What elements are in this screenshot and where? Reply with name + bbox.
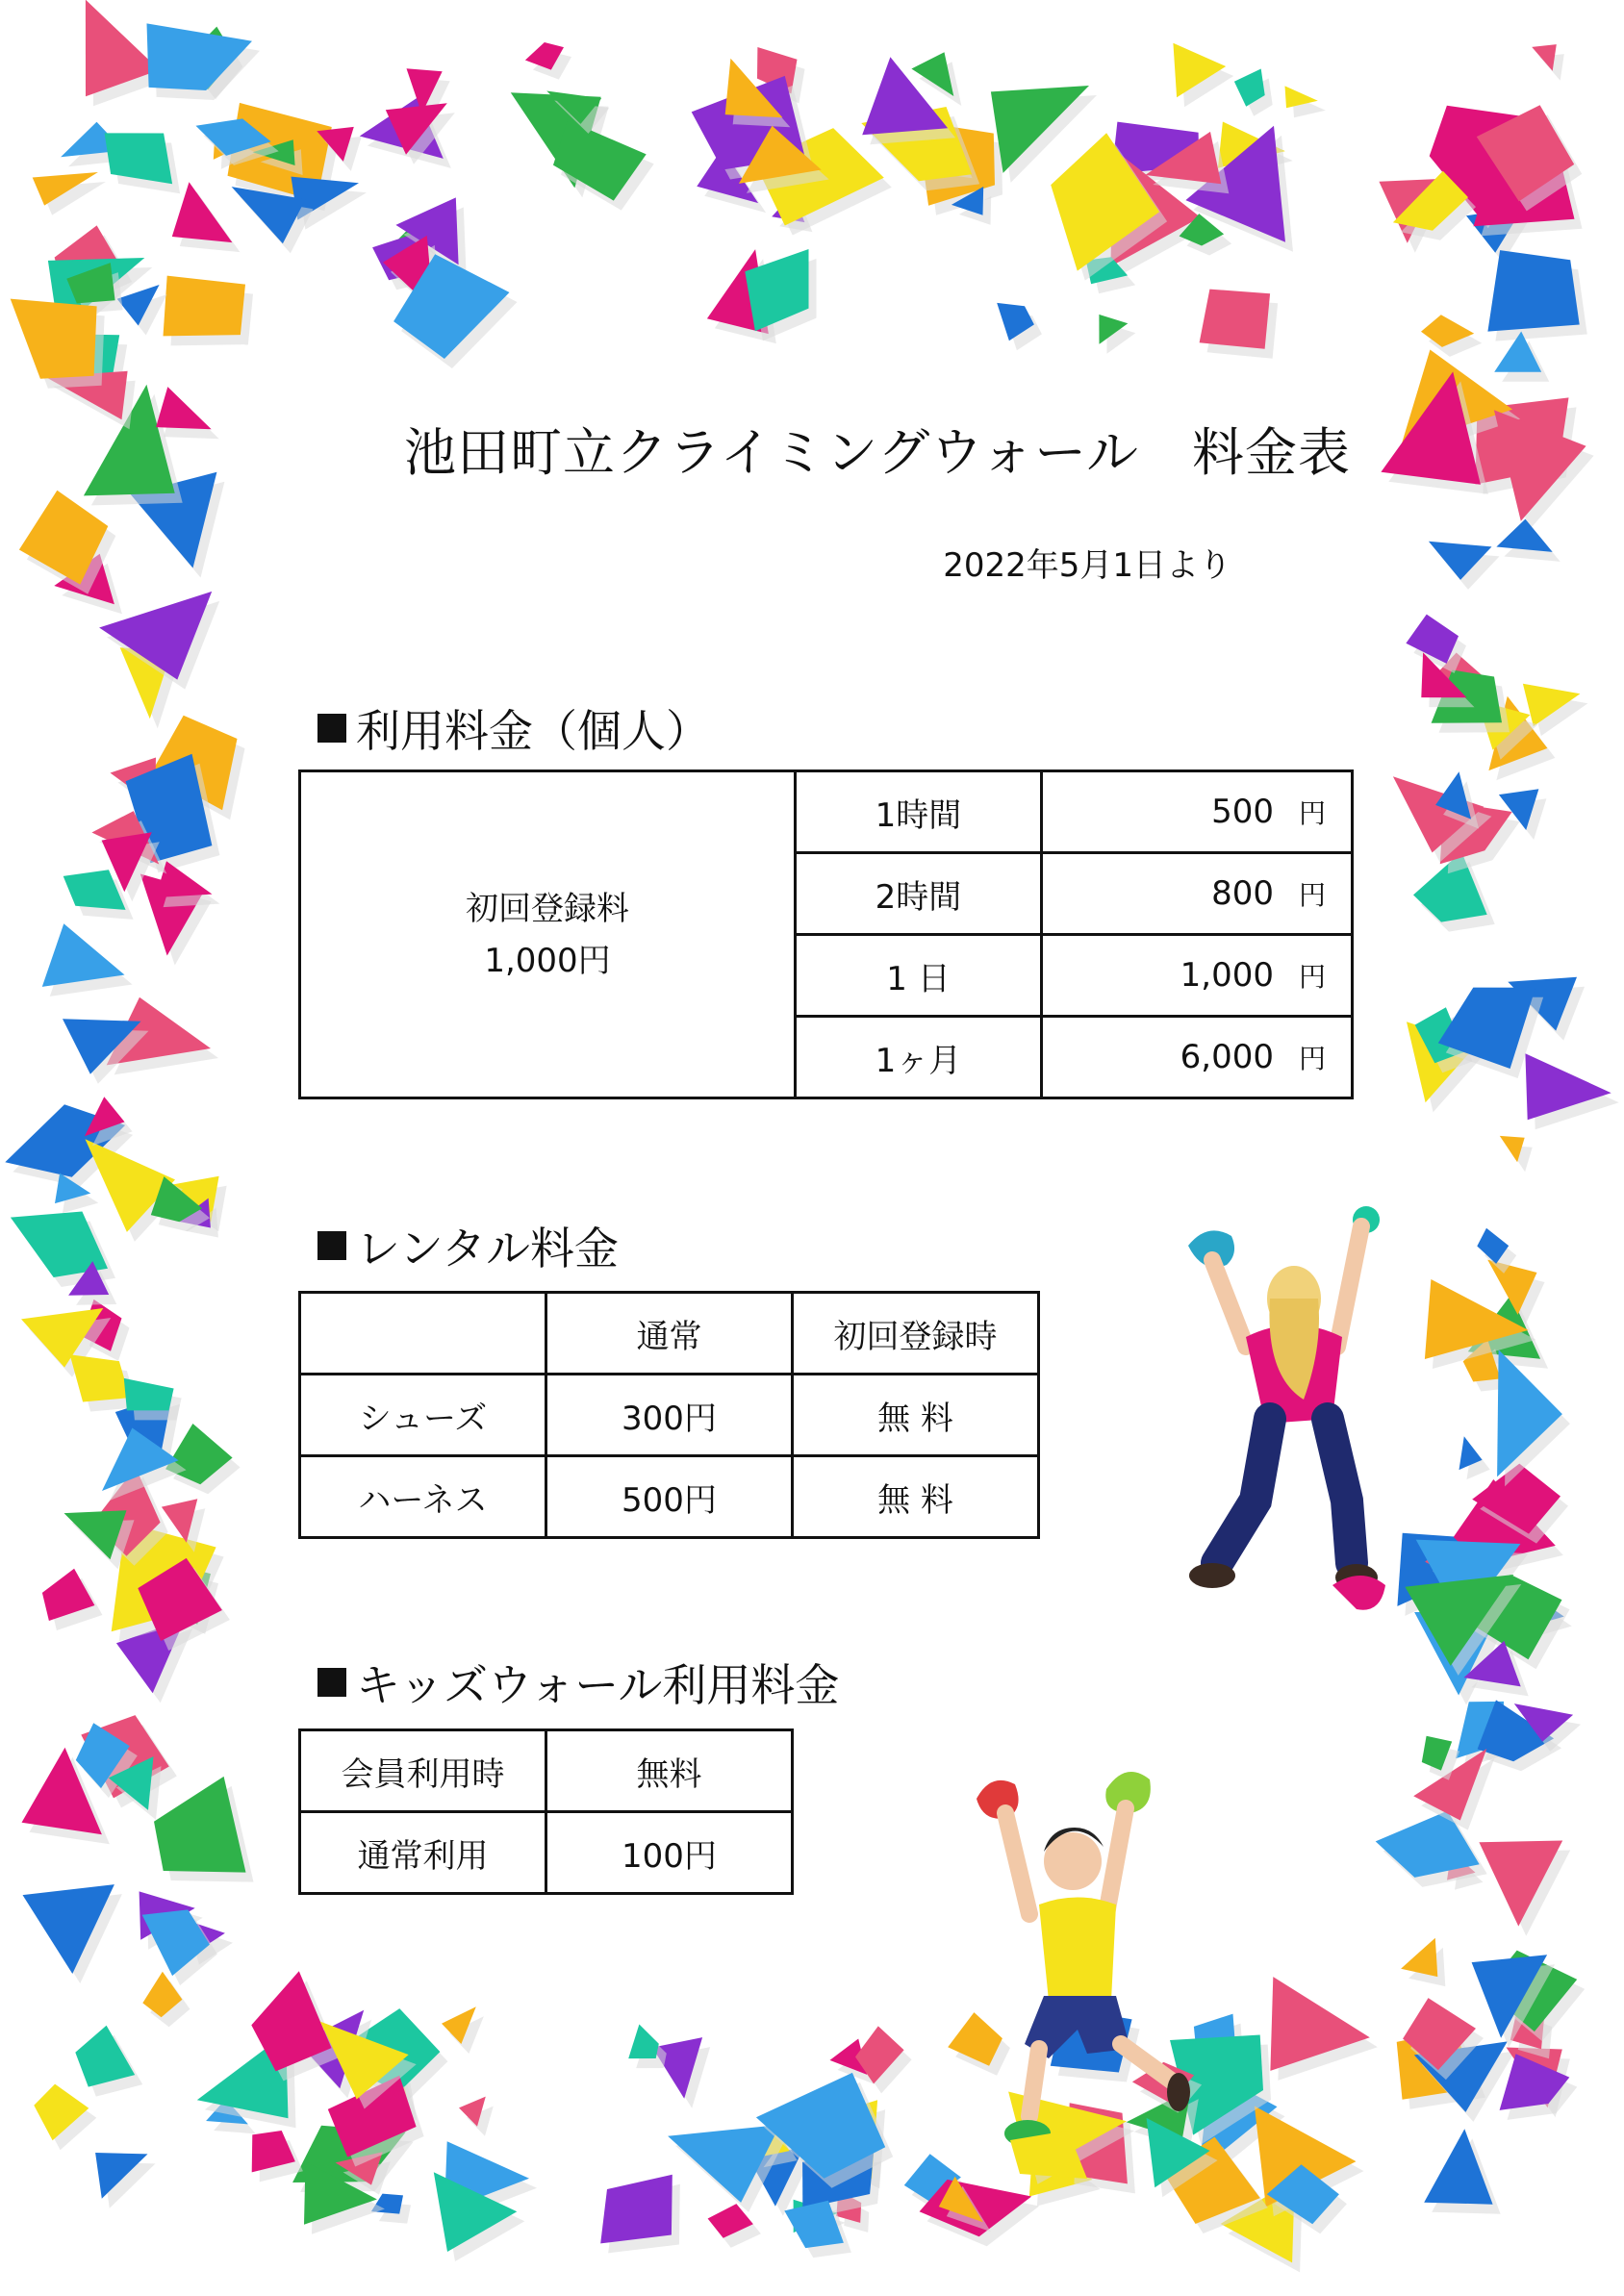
climbing-hold-icon — [1332, 1576, 1385, 1610]
confetti-piece — [105, 133, 173, 184]
confetti-piece — [124, 1378, 174, 1411]
confetti-piece — [70, 1354, 130, 1401]
duration-cell: 1 日 — [796, 935, 1042, 1017]
page-title: 池田町立クライミングウォール 料金表 — [404, 422, 1352, 483]
confetti-piece — [1496, 519, 1552, 552]
header-cell — [300, 1293, 546, 1375]
confetti-piece — [1401, 1938, 1437, 1977]
confetti-piece — [1487, 250, 1579, 332]
table-row — [300, 771, 1353, 853]
confetti-piece — [156, 387, 212, 429]
label-cell: 通常利用 — [300, 1812, 546, 1894]
price-cell: 100円 — [546, 1812, 793, 1894]
confetti-piece — [600, 2175, 672, 2244]
header-cell: 通常 — [546, 1293, 793, 1375]
confetti-piece — [147, 23, 253, 90]
male-climber-illustration — [972, 1760, 1299, 2183]
table-row — [300, 1730, 793, 1812]
confetti-piece — [991, 86, 1089, 173]
square-bullet-icon — [317, 1231, 346, 1260]
registration-label: 初回登録料 — [466, 889, 629, 928]
confetti-piece — [63, 870, 126, 910]
section-heading-rental — [317, 1214, 619, 1277]
effective-date: 2022年5月1日より — [943, 546, 1231, 585]
duration-cell: 1ヶ月 — [796, 1017, 1042, 1098]
female-climber-illustration — [1169, 1193, 1419, 1616]
price-cell — [1042, 1017, 1353, 1098]
price-cell — [1042, 853, 1353, 935]
first-time-price-cell: 無 料 — [793, 1375, 1039, 1456]
kids-fee-table — [298, 1728, 794, 1895]
normal-price-cell: 300円 — [546, 1375, 793, 1456]
confetti-piece — [164, 276, 246, 337]
section-heading-kids — [317, 1651, 839, 1714]
rental-fee-table — [298, 1291, 1040, 1539]
table-row — [300, 1812, 793, 1894]
confetti-piece — [628, 2025, 659, 2059]
table-row — [300, 1456, 1039, 1538]
price-cell: 無料 — [546, 1730, 793, 1812]
item-cell: シューズ — [300, 1375, 546, 1456]
section-heading-label: キッズウォール利用料金 — [356, 1659, 840, 1711]
confetti-piece — [172, 182, 233, 242]
individual-fee-table — [298, 770, 1354, 1099]
price-unit: 円 — [1298, 879, 1326, 911]
normal-price-cell: 500円 — [546, 1456, 793, 1538]
registration-fee-cell — [300, 771, 796, 1098]
price-cell — [1042, 771, 1353, 853]
price-value: 1,000 — [1180, 956, 1274, 995]
duration-cell: 1時間 — [796, 771, 1042, 853]
confetti-piece — [911, 52, 953, 96]
price-value: 6,000 — [1180, 1038, 1274, 1076]
label-cell: 会員利用時 — [300, 1730, 546, 1812]
confetti-piece — [11, 299, 97, 379]
first-time-price-cell: 無 料 — [793, 1456, 1039, 1538]
price-value: 800 — [1211, 874, 1274, 913]
square-bullet-icon — [317, 714, 346, 743]
section-heading-label: レンタル料金 — [356, 1223, 620, 1274]
header-cell: 初回登録時 — [793, 1293, 1039, 1375]
square-bullet-icon — [317, 1668, 346, 1697]
registration-fee: 1,000円 — [484, 941, 611, 980]
confetti-piece — [1200, 290, 1271, 349]
table-header-row — [300, 1293, 1039, 1375]
confetti-piece — [1532, 44, 1557, 71]
price-value: 500 — [1211, 793, 1274, 831]
section-heading-individual — [317, 696, 710, 760]
price-unit: 円 — [1298, 1043, 1326, 1074]
table-row — [300, 1375, 1039, 1456]
price-unit: 円 — [1298, 961, 1326, 993]
price-unit: 円 — [1298, 797, 1326, 829]
item-cell: ハーネス — [300, 1456, 546, 1538]
price-cell — [1042, 935, 1353, 1017]
section-heading-label: 利用料金（個人） — [356, 705, 710, 757]
duration-cell: 2時間 — [796, 853, 1042, 935]
